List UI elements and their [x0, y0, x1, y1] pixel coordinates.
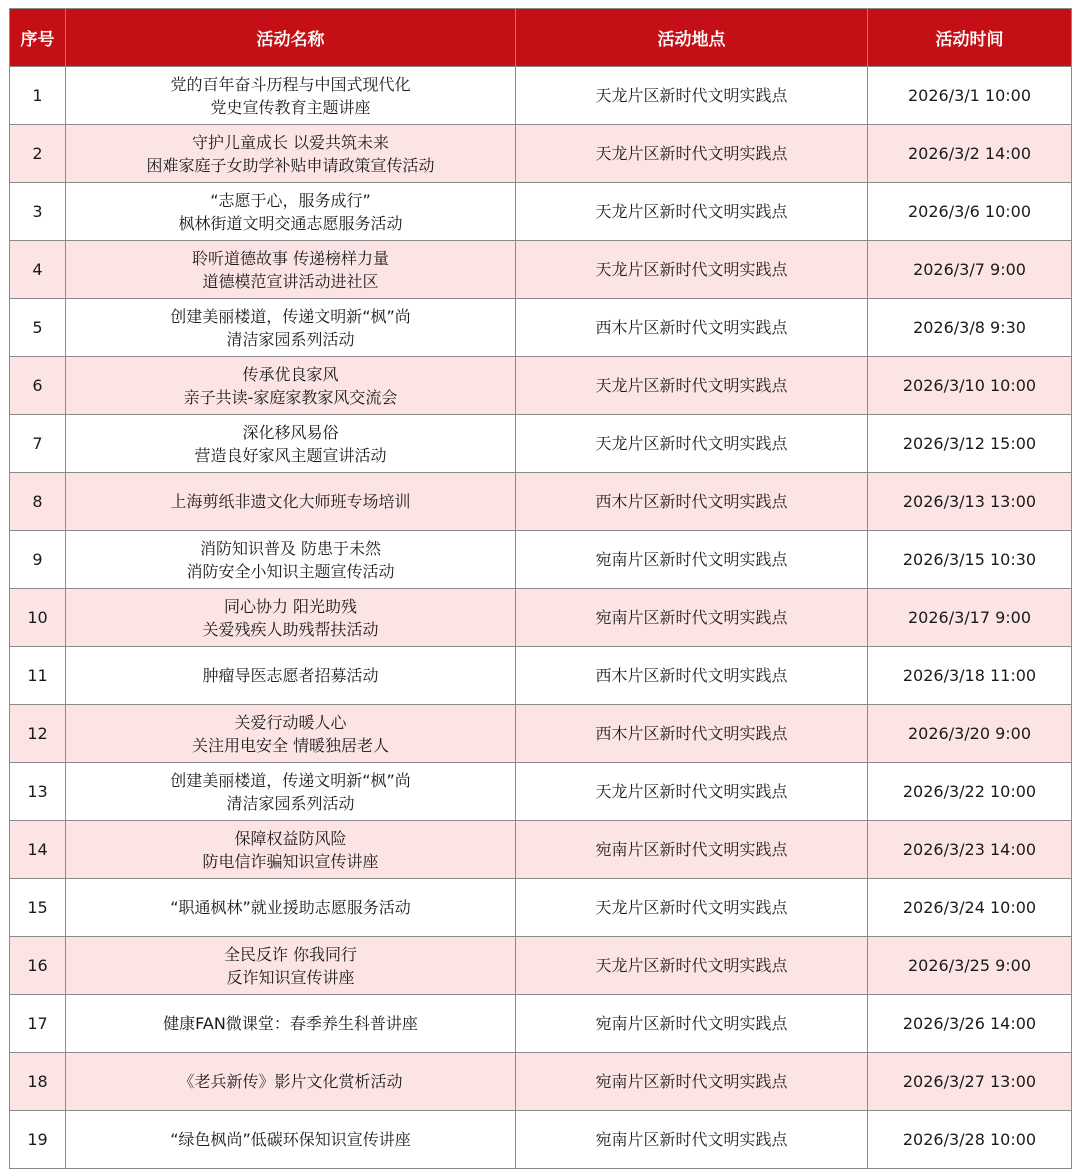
table-row [10, 937, 1072, 995]
cell-time: 2026/3/28 10:00 [868, 1111, 1072, 1169]
cell-time: 2026/3/2 14:00 [868, 125, 1072, 183]
cell-name [66, 879, 516, 937]
activity-schedule [9, 8, 1071, 1169]
cell-place: 天龙片区新时代文明实践点 [516, 125, 868, 183]
table-row [10, 879, 1072, 937]
cell-time: 2026/3/10 10:00 [868, 357, 1072, 415]
cell-time: 2026/3/26 14:00 [868, 995, 1072, 1053]
table-row [10, 589, 1072, 647]
cell-time: 2026/3/12 15:00 [868, 415, 1072, 473]
cell-name-line: 党的百年奋斗历程与中国式现代化 [170, 74, 411, 94]
cell-place: 宛南片区新时代文明实践点 [516, 589, 868, 647]
cell-name-line: 道德模范宣讲活动进社区 [202, 271, 379, 291]
cell-place: 天龙片区新时代文明实践点 [516, 241, 868, 299]
cell-time: 2026/3/24 10:00 [868, 879, 1072, 937]
cell-name-line: 党史宣传教育主题讲座 [210, 97, 371, 117]
cell-name [66, 647, 516, 705]
cell-name [66, 1053, 516, 1111]
cell-no: 7 [10, 415, 66, 473]
cell-name [66, 415, 516, 473]
cell-time: 2026/3/22 10:00 [868, 763, 1072, 821]
table-row [10, 821, 1072, 879]
cell-no: 2 [10, 125, 66, 183]
cell-name [66, 937, 516, 995]
cell-name [66, 125, 516, 183]
cell-name [66, 995, 516, 1053]
cell-no: 10 [10, 589, 66, 647]
cell-no: 9 [10, 531, 66, 589]
cell-name-line: “职通枫林”就业援助志愿服务活动 [170, 898, 411, 917]
cell-name-line: 聆听道德故事 传递榜样力量 [191, 248, 390, 268]
cell-name [66, 67, 516, 125]
cell-name-line: “志愿于心，服务成行” [210, 190, 371, 210]
table-row [10, 67, 1072, 125]
cell-no: 6 [10, 357, 66, 415]
cell-no: 5 [10, 299, 66, 357]
cell-place: 天龙片区新时代文明实践点 [516, 357, 868, 415]
table-row [10, 647, 1072, 705]
header-row [10, 9, 1072, 67]
table-row [10, 1053, 1072, 1111]
cell-name-line: 亲子共读-家庭家教家风交流会 [183, 387, 398, 407]
table-row [10, 241, 1072, 299]
cell-name-line: 清洁家园系列活动 [226, 793, 355, 813]
cell-place: 天龙片区新时代文明实践点 [516, 183, 868, 241]
cell-name-line: 保障权益防风险 [234, 828, 347, 848]
table-body [10, 67, 1072, 1169]
cell-place: 天龙片区新时代文明实践点 [516, 763, 868, 821]
cell-place: 天龙片区新时代文明实践点 [516, 937, 868, 995]
cell-name-line: 反诈知识宣传讲座 [226, 967, 355, 987]
table-row [10, 299, 1072, 357]
table-row [10, 415, 1072, 473]
header-place: 活动地点 [516, 9, 868, 67]
cell-name-line: 创建美丽楼道，传递文明新“枫”尚 [170, 770, 411, 790]
cell-name [66, 299, 516, 357]
cell-time: 2026/3/15 10:30 [868, 531, 1072, 589]
cell-name [66, 821, 516, 879]
cell-no: 11 [10, 647, 66, 705]
cell-name-line: 消防安全小知识主题宣传活动 [186, 561, 395, 581]
cell-time: 2026/3/17 9:00 [868, 589, 1072, 647]
cell-time: 2026/3/18 11:00 [868, 647, 1072, 705]
table-row [10, 183, 1072, 241]
cell-place: 宛南片区新时代文明实践点 [516, 821, 868, 879]
cell-time: 2026/3/7 9:00 [868, 241, 1072, 299]
cell-time: 2026/3/27 13:00 [868, 1053, 1072, 1111]
cell-name-line: 创建美丽楼道，传递文明新“枫”尚 [170, 306, 411, 326]
cell-place: 西木片区新时代文明实践点 [516, 473, 868, 531]
table-row [10, 473, 1072, 531]
cell-name [66, 183, 516, 241]
cell-no: 19 [10, 1111, 66, 1169]
cell-name-line: 同心协力 阳光助残 [223, 596, 358, 616]
cell-no: 12 [10, 705, 66, 763]
header-no: 序号 [10, 9, 66, 67]
cell-no: 13 [10, 763, 66, 821]
cell-no: 3 [10, 183, 66, 241]
cell-name-line: 营造良好家风主题宣讲活动 [194, 445, 387, 465]
table-row [10, 763, 1072, 821]
cell-name-line: 关爱残疾人助残帮扶活动 [202, 619, 379, 639]
cell-name-line: 上海剪纸非遗文化大师班专场培训 [170, 492, 411, 511]
cell-no: 8 [10, 473, 66, 531]
cell-name [66, 1111, 516, 1169]
table-row [10, 705, 1072, 763]
cell-name-line: 健康FAN微课堂：春季养生科普讲座 [163, 1014, 418, 1033]
cell-place: 西木片区新时代文明实践点 [516, 705, 868, 763]
cell-time: 2026/3/23 14:00 [868, 821, 1072, 879]
cell-no: 17 [10, 995, 66, 1053]
cell-time: 2026/3/6 10:00 [868, 183, 1072, 241]
cell-no: 14 [10, 821, 66, 879]
cell-place: 西木片区新时代文明实践点 [516, 647, 868, 705]
cell-time: 2026/3/1 10:00 [868, 67, 1072, 125]
table-row [10, 531, 1072, 589]
cell-name-line: 关爱行动暖人心 [234, 712, 347, 732]
table-row [10, 357, 1072, 415]
cell-place: 天龙片区新时代文明实践点 [516, 415, 868, 473]
cell-name-line: 守护儿童成长 以爱共筑未来 [191, 132, 390, 152]
cell-no: 1 [10, 67, 66, 125]
cell-place: 天龙片区新时代文明实践点 [516, 67, 868, 125]
cell-name-line: 深化移风易俗 [242, 422, 339, 442]
header-time: 活动时间 [868, 9, 1072, 67]
cell-place: 宛南片区新时代文明实践点 [516, 995, 868, 1053]
header-name: 活动名称 [66, 9, 516, 67]
cell-no: 4 [10, 241, 66, 299]
cell-name-line: 困难家庭子女助学补贴申请政策宣传活动 [146, 155, 435, 175]
cell-place: 宛南片区新时代文明实践点 [516, 1111, 868, 1169]
cell-place: 宛南片区新时代文明实践点 [516, 1053, 868, 1111]
cell-time: 2026/3/25 9:00 [868, 937, 1072, 995]
cell-name-line: “绿色枫尚”低碳环保知识宣传讲座 [170, 1130, 411, 1149]
cell-name [66, 357, 516, 415]
cell-place: 西木片区新时代文明实践点 [516, 299, 868, 357]
cell-name-line: 防电信诈骗知识宣传讲座 [202, 851, 379, 871]
cell-name-line: 传承优良家风 [242, 364, 339, 384]
cell-name-line: 肿瘤导医志愿者招募活动 [202, 666, 379, 685]
cell-name-line: 全民反诈 你我同行 [223, 944, 358, 964]
cell-place: 宛南片区新时代文明实践点 [516, 531, 868, 589]
cell-name-line: 《老兵新传》影片文化赏析活动 [178, 1072, 403, 1091]
cell-name [66, 531, 516, 589]
cell-name-line: 关注用电安全 情暖独居老人 [191, 735, 390, 755]
cell-no: 16 [10, 937, 66, 995]
cell-no: 15 [10, 879, 66, 937]
cell-name-line: 清洁家园系列活动 [226, 329, 355, 349]
cell-name [66, 589, 516, 647]
activity-table [9, 8, 1072, 1169]
table-row [10, 1111, 1072, 1169]
cell-name-line: 枫林街道文明交通志愿服务活动 [178, 213, 403, 233]
cell-time: 2026/3/20 9:00 [868, 705, 1072, 763]
cell-name [66, 241, 516, 299]
cell-name-line: 消防知识普及 防患于未然 [199, 538, 382, 558]
cell-no: 18 [10, 1053, 66, 1111]
cell-name [66, 473, 516, 531]
table-row [10, 125, 1072, 183]
cell-time: 2026/3/8 9:30 [868, 299, 1072, 357]
cell-name [66, 705, 516, 763]
table-row [10, 995, 1072, 1053]
cell-time: 2026/3/13 13:00 [868, 473, 1072, 531]
cell-name [66, 763, 516, 821]
cell-place: 天龙片区新时代文明实践点 [516, 879, 868, 937]
